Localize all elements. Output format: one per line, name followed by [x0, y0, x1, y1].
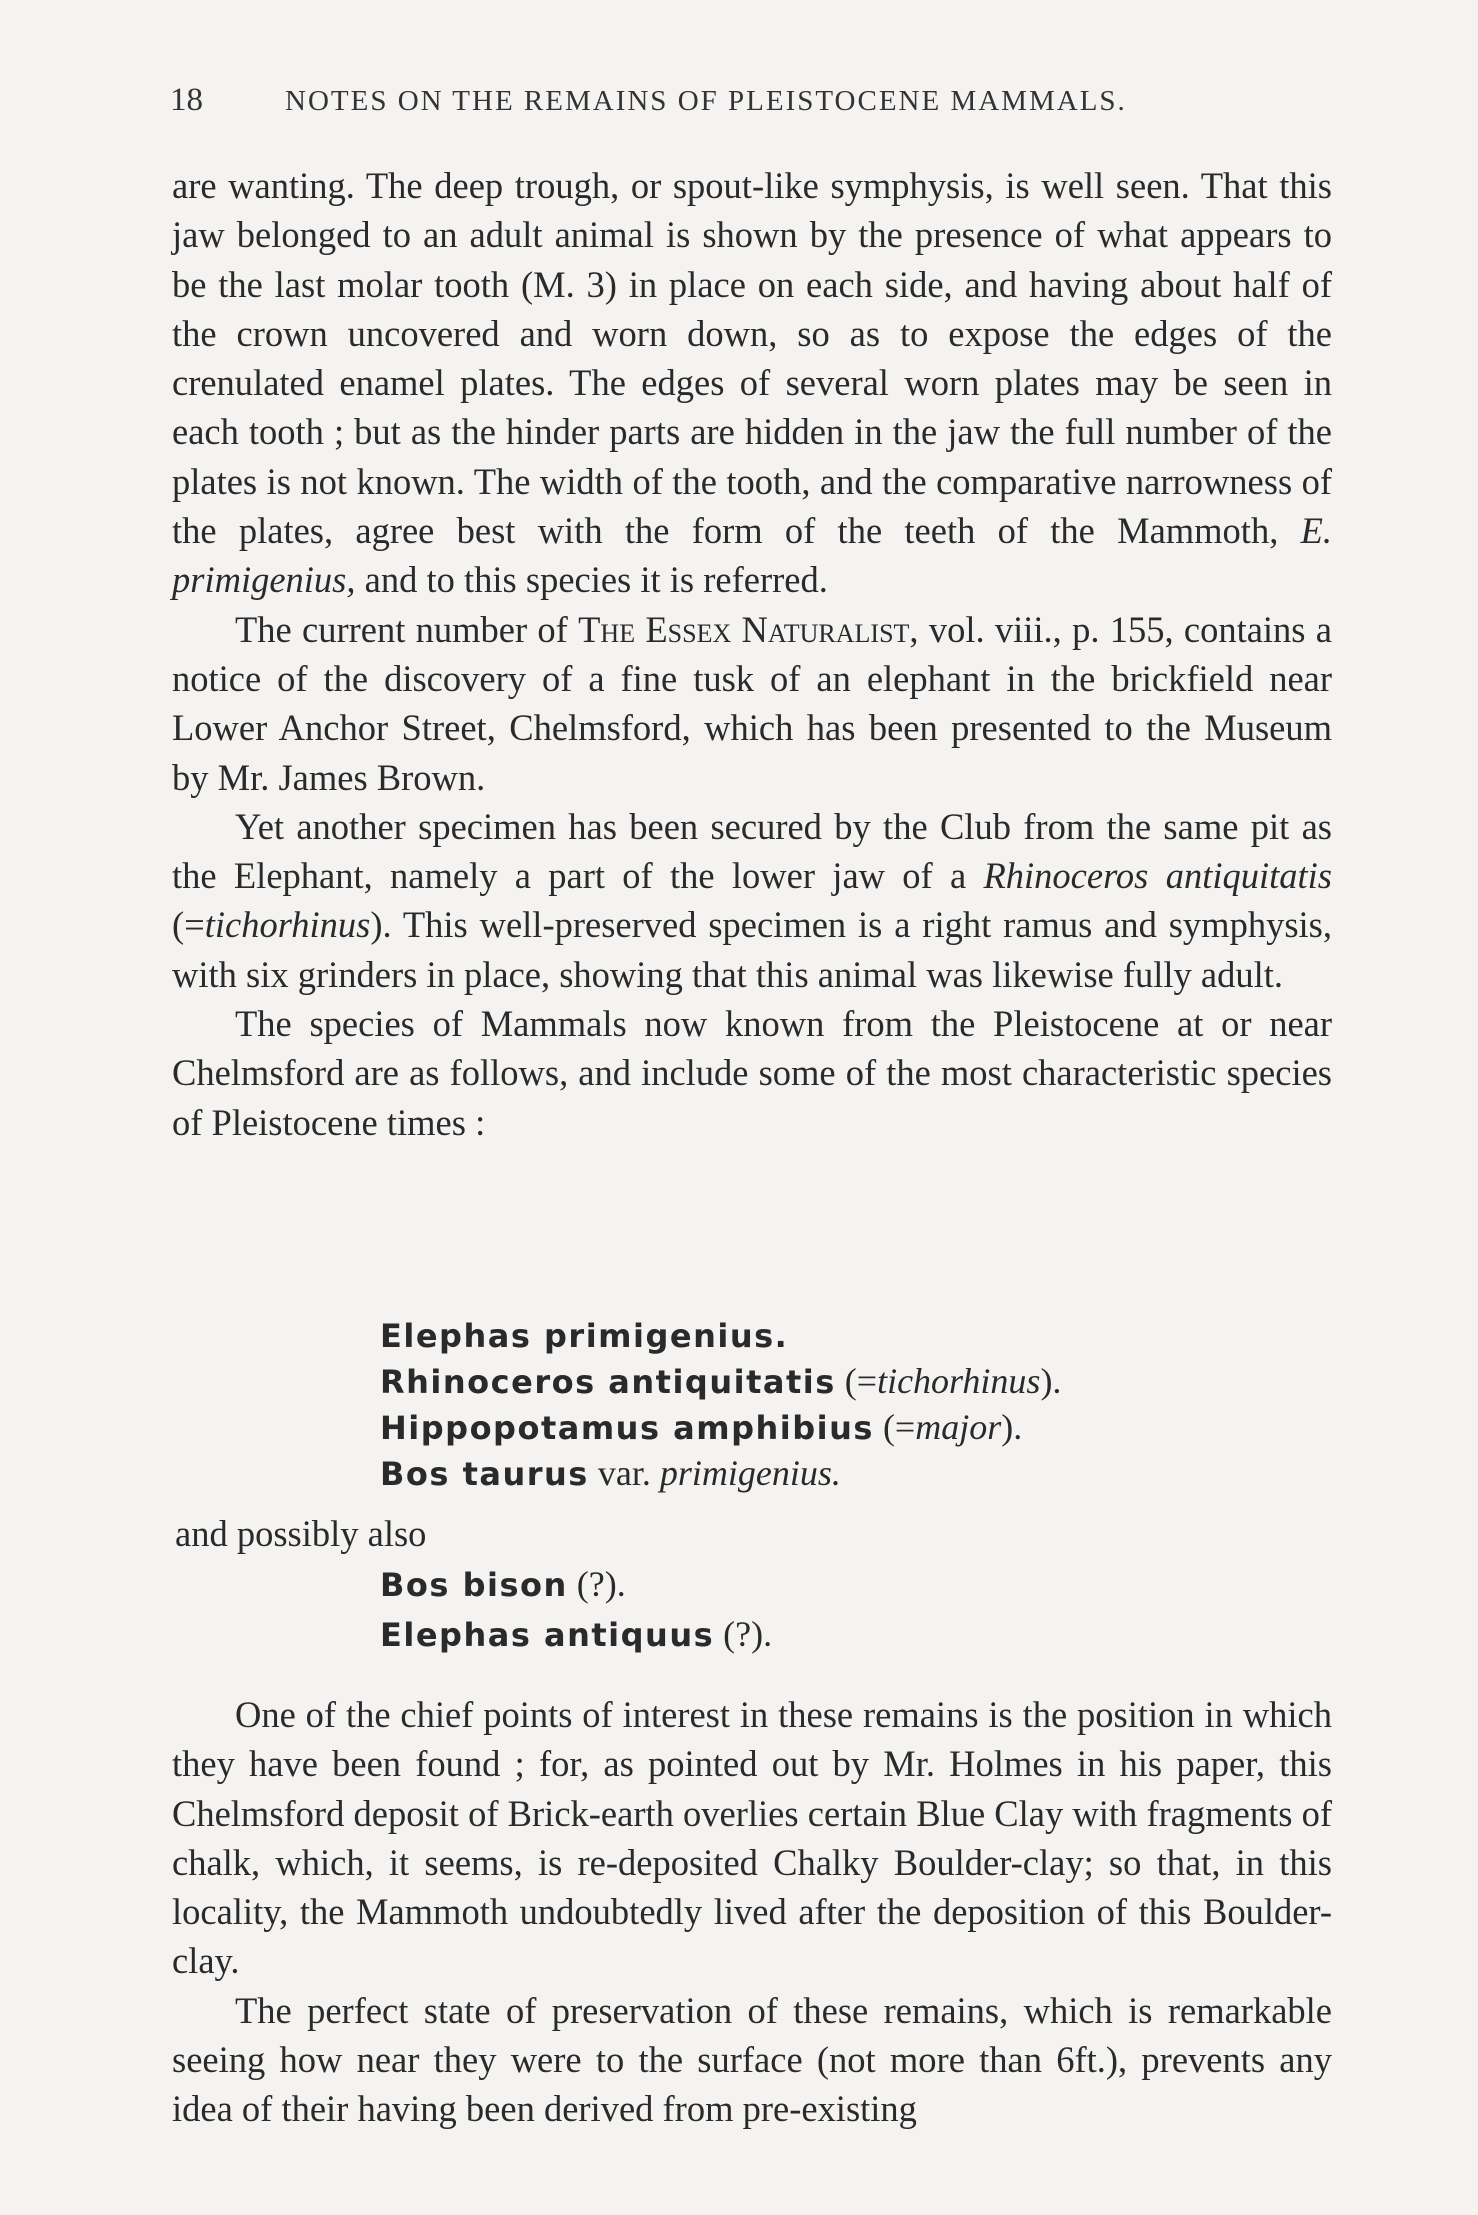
paragraph-4: The species of Mammals now known from the Pleistocene at or near Chelmsford are as follows, and include some of the most characteristic species of Pleistocene times : — [172, 1003, 1332, 1143]
species-note-end: ). — [1040, 1361, 1062, 1401]
species-item — [380, 1313, 1061, 1359]
paragraph-1-text: are wanting. The deep trough, or spout-like symphysis, is well seen. That this jaw belonged to an adult animal is shown by the presence of what appears to be the last molar tooth (M. 3) in place on each side, and having about half of the crown uncovered and worn down, so as to expose the edges of the crenulated enamel plates. The edges of several worn plates may be seen in each tooth ; but as the hinder parts are hidden in the jaw the full number of the plates is not known. The width of the tooth, and the comparative narrowness of the plates, agree best with the form of the teeth of the Mammoth, — [172, 165, 1332, 552]
species-name: Hippopotamus amphibius — [380, 1409, 874, 1447]
paragraph-2-end: , vol. viii., p. 155, contains a notice of the discovery of a fine tusk of an elephant in the brickfield near Lower Anchor Street, Chelmsford, which has been presented to the Museum by Mr. James Brown. — [172, 608, 1332, 798]
species-note-end: ). — [1001, 1407, 1023, 1447]
paragraph-1 — [172, 161, 1332, 605]
species-item — [380, 1560, 772, 1610]
paragraph-2-start: The current number of — [235, 608, 579, 650]
paragraph-6: The perfect state of preservation of these remains, which is remarkable seeing how near they were to the surface (not more than 6ft.), prevents any idea of their having been derived from pre-existing — [172, 1989, 1332, 2130]
body-text-upper — [172, 161, 1332, 1147]
running-header — [170, 82, 1330, 130]
synonym-italic: tichorhinus — [204, 904, 371, 946]
species-name-italic: Rhinoceros antiquitatis — [983, 855, 1332, 897]
paragraph-3 — [172, 802, 1332, 999]
species-name: Elephas primigenius. — [380, 1317, 789, 1355]
species-synonym: primigenius. — [659, 1453, 841, 1493]
paragraph-3-end: ). This well-preserved specimen is a right ramus and symphysis, with six grinders in place, showing that this animal was likewise fully adult. — [172, 904, 1332, 995]
species-name: Bos taurus — [380, 1455, 589, 1493]
species-item — [380, 1359, 1061, 1405]
journal-name: The Essex Naturalist — [578, 608, 910, 650]
species-note: (?). — [567, 1564, 626, 1604]
species-list — [380, 1313, 1061, 1497]
synonym-open: (= — [172, 904, 205, 946]
species-item — [380, 1610, 772, 1660]
running-title: NOTES ON THE REMAINS OF PLEISTOCENE MAMMALS. — [285, 85, 1127, 117]
paragraph-3-start: Yet another specimen has been secured by the Club from the same pit as the Elephant, namely a part of the lower jaw of a — [172, 805, 1332, 897]
species-item — [380, 1405, 1061, 1451]
species-item — [380, 1451, 1061, 1497]
species-name: Rhinoceros antiquitatis — [380, 1363, 836, 1401]
species-name-italic: E. primigenius, — [172, 510, 1332, 601]
species-note: (?). — [714, 1614, 773, 1654]
species-name: Bos bison — [380, 1566, 568, 1604]
paragraph-2 — [172, 605, 1332, 802]
species-note: (= — [835, 1361, 878, 1401]
species-note: (= — [873, 1407, 916, 1447]
species-synonym: major — [915, 1407, 1002, 1447]
possibly-also-text: and possibly also — [175, 1513, 427, 1554]
species-synonym: tichorhinus — [877, 1361, 1041, 1401]
page-number: 18 — [170, 82, 203, 118]
species-list-2 — [380, 1560, 772, 1660]
paragraph-5: One of the chief points of interest in these remains is the position in which they have been found ; for, as pointed out by Mr. Holmes in his paper, this Chelmsford deposit of Brick-earth overlies certain Blue Clay with fragments of chalk, which, it seems, is re-deposited Chalky Boulder-clay; so that, in this locality, the Mammoth undoubtedly lived after the deposition of this Boulder-clay. — [172, 1694, 1332, 1982]
body-text-lower — [172, 1690, 1332, 2134]
species-note: var. — [588, 1453, 660, 1493]
species-name: Elephas antiquus — [380, 1616, 715, 1654]
paragraph-1-end: and to this species it is referred. — [355, 559, 828, 601]
